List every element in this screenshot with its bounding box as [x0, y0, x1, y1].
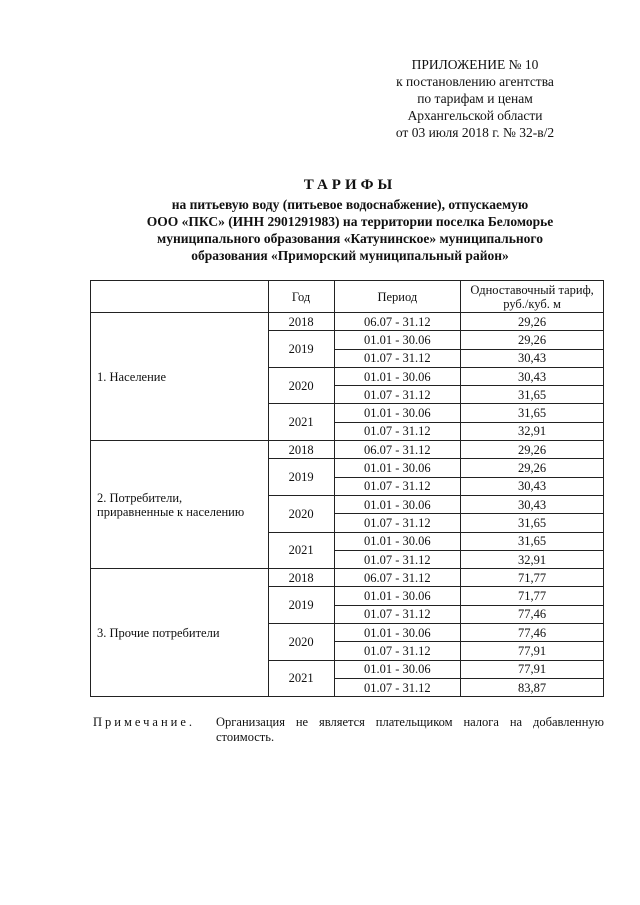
tariff-cell: 29,26 — [461, 331, 604, 349]
year-cell: 2021 — [268, 404, 334, 441]
period-cell: 01.07 - 31.12 — [334, 477, 461, 495]
year-cell: 2020 — [268, 495, 334, 532]
header-year: Год — [268, 281, 334, 313]
period-cell: 01.07 - 31.12 — [334, 678, 461, 696]
appendix-number: ПРИЛОЖЕНИЕ № 10 — [411, 57, 539, 72]
period-cell: 01.01 - 30.06 — [334, 367, 461, 385]
year-cell: 2019 — [268, 587, 334, 624]
tariff-cell: 31,65 — [461, 514, 604, 532]
period-cell: 01.07 - 31.12 — [334, 386, 461, 404]
period-cell: 06.07 - 31.12 — [334, 441, 461, 459]
year-cell: 2021 — [268, 660, 334, 697]
category-label-line-2: приравненные к населению — [97, 504, 245, 519]
year-cell: 2019 — [268, 459, 334, 496]
document-heading — [80, 177, 620, 264]
year-cell: 2021 — [268, 532, 334, 569]
appendix-header — [330, 56, 620, 141]
period-cell: 01.07 - 31.12 — [334, 514, 461, 532]
tariff-cell: 32,91 — [461, 422, 604, 440]
period-cell: 06.07 - 31.12 — [334, 569, 461, 587]
period-cell: 01.01 - 30.06 — [334, 495, 461, 513]
tariff-cell: 30,43 — [461, 495, 604, 513]
category-cell — [91, 441, 269, 569]
year-cell: 2020 — [268, 624, 334, 661]
note-label: Примечание. — [93, 715, 196, 729]
tariff-cell: 30,43 — [461, 477, 604, 495]
period-cell: 01.01 - 30.06 — [334, 660, 461, 678]
table-header-row — [91, 281, 604, 313]
subtitle-line-1: на питьевую воду (питьевое водоснабжение), отпускаемую — [171, 197, 529, 212]
tariff-cell: 31,65 — [461, 404, 604, 422]
period-cell: 01.01 - 30.06 — [334, 624, 461, 642]
tariff-cell: 31,65 — [461, 386, 604, 404]
tariff-cell: 32,91 — [461, 550, 604, 568]
tariff-cell: 83,87 — [461, 678, 604, 696]
header-period: Период — [334, 281, 461, 313]
year-cell: 2018 — [268, 313, 334, 331]
period-cell: 01.07 - 31.12 — [334, 422, 461, 440]
tariff-cell: 77,46 — [461, 605, 604, 623]
period-cell: 01.01 - 30.06 — [334, 404, 461, 422]
period-cell: 01.01 - 30.06 — [334, 459, 461, 477]
tariff-cell: 29,26 — [461, 459, 604, 477]
table-body — [91, 313, 604, 697]
category-label-line-1: 1. Население — [97, 369, 167, 384]
tariff-cell: 30,43 — [461, 367, 604, 385]
period-cell: 01.01 - 30.06 — [334, 587, 461, 605]
table-row — [91, 313, 604, 331]
year-cell: 2019 — [268, 331, 334, 368]
year-cell: 2018 — [268, 441, 334, 459]
tariff-cell: 71,77 — [461, 569, 604, 587]
period-cell: 01.07 - 31.12 — [334, 550, 461, 568]
period-cell: 01.07 - 31.12 — [334, 605, 461, 623]
period-cell: 01.01 - 30.06 — [334, 532, 461, 550]
subtitle-line-2: ООО «ПКС» (ИНН 2901291983) на территории поселка Беломорье — [146, 214, 554, 229]
category-label-line-1: 2. Потребители, — [97, 490, 183, 505]
period-cell: 01.07 - 31.12 — [334, 349, 461, 367]
tariff-cell: 77,91 — [461, 642, 604, 660]
tariff-cell: 77,91 — [461, 660, 604, 678]
table-row — [91, 569, 604, 587]
tariff-cell: 31,65 — [461, 532, 604, 550]
appendix-date: от 03 июля 2018 г. № 32-в/2 — [395, 125, 555, 140]
table-row — [91, 441, 604, 459]
subtitle-line-4: образования «Приморский муниципальный район» — [191, 248, 509, 263]
category-cell — [91, 313, 269, 441]
tariff-cell: 77,46 — [461, 624, 604, 642]
year-cell: 2020 — [268, 367, 334, 404]
document-title: ТАРИФЫ — [303, 177, 397, 193]
appendix-line-4: Архангельской области — [407, 108, 543, 123]
header-tariff-line-1: Одноставочный тариф, — [470, 282, 594, 297]
header-category — [91, 281, 269, 313]
period-cell: 06.07 - 31.12 — [334, 313, 461, 331]
year-cell: 2018 — [268, 569, 334, 587]
tariff-cell: 30,43 — [461, 349, 604, 367]
tariff-table — [90, 280, 604, 697]
note-text: Организация не является плательщиком налога на добавленную стоимость. — [216, 715, 604, 744]
subtitle-line-3: муниципального образования «Катунинское» муниципального — [157, 231, 543, 246]
appendix-line-3: по тарифам и ценам — [417, 91, 533, 106]
category-cell — [91, 569, 269, 697]
tariff-cell: 71,77 — [461, 587, 604, 605]
period-cell: 01.01 - 30.06 — [334, 331, 461, 349]
header-tariff — [461, 281, 604, 313]
header-tariff-line-2: руб./куб. м — [503, 296, 561, 311]
tariff-cell: 29,26 — [461, 441, 604, 459]
period-cell: 01.07 - 31.12 — [334, 642, 461, 660]
category-label-line-1: 3. Прочие потребители — [97, 625, 220, 640]
appendix-line-2: к постановлению агентства — [396, 74, 554, 89]
tariff-cell: 29,26 — [461, 313, 604, 331]
